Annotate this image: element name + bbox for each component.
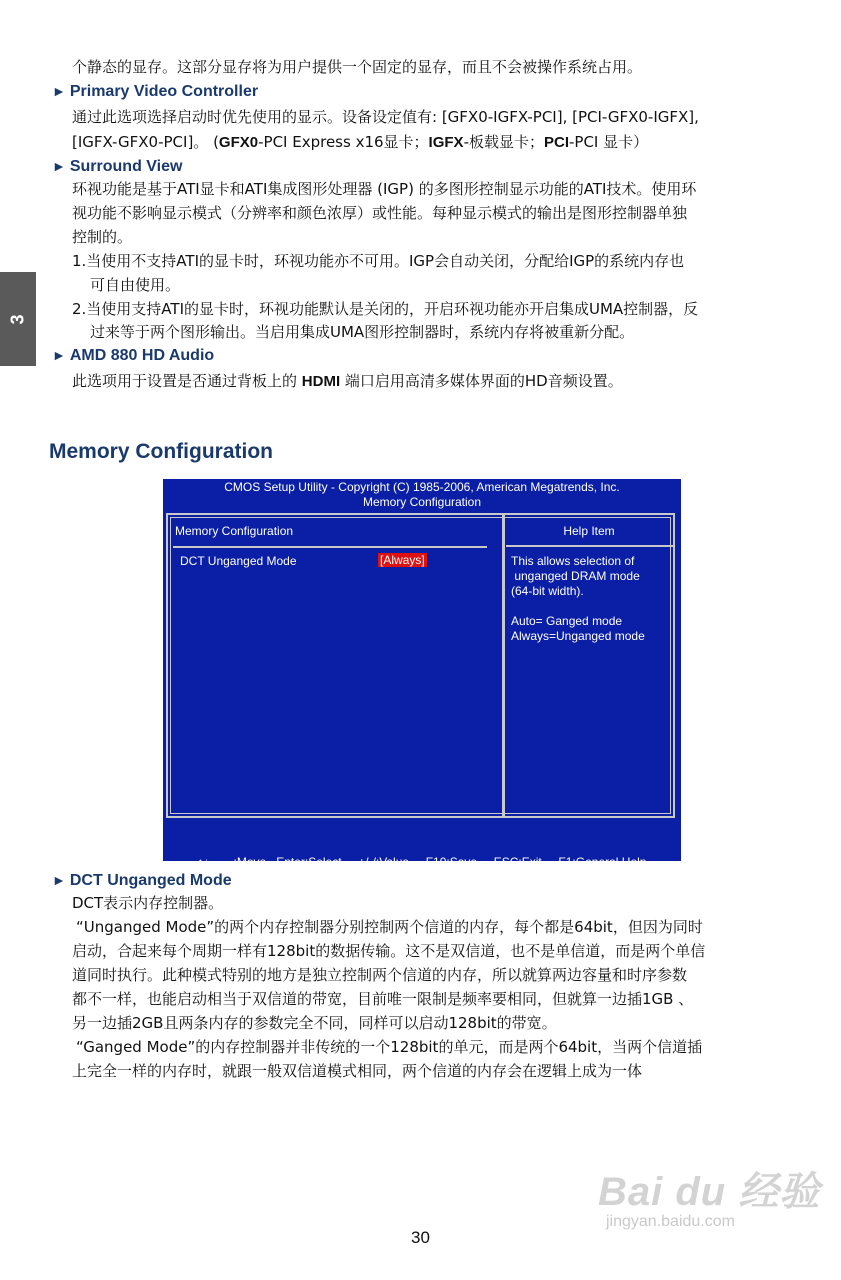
dct-line5: 都不一样，也能启动相当于双信道的带宽，目前唯一限制是频率要相同，但就算一边插1GB 、 [72,990,694,1008]
dct-line3: 启动，合起来每个周期一样有128bit的数据传输。这不是双信道，也不是单信道，而是两个单信 [72,942,706,960]
surround-item2-cont: 过来等于两个图形输出。当启用集成UMA图形控制器时，系统内存将被重新分配。 [90,323,635,341]
surround-line1: 环视功能是基于ATI显卡和ATI集成图形处理器 (IGP) 的多图形控制显示功能的ATI技术。使用环 [72,180,697,198]
bios-left-header: Memory Configuration [175,524,294,538]
bios-left-rule [173,546,487,548]
bios-title-line2: Memory Configuration [362,495,482,509]
primary-video-line2: [IGFX-GFX0-PCI]。 (GFX0-PCI Express x16显卡；IGFX-板载显卡；PCI-PCI 显卡） [72,133,649,151]
dct-unganged-option-label[interactable]: DCT Unganged Mode [180,554,297,568]
triangle-bullet-icon: ► [52,347,66,363]
memory-config-heading: Memory Configuration [49,440,273,463]
surround-item1: 1.当使用不支持ATI的显卡时，环视功能亦不可用。IGP会自动关闭，分配给IGP的系统内存也 [72,252,685,270]
surround-item2: 2.当使用支持ATI的显卡时，环视功能默认是关闭的，开启环视功能亦开启集成UMA控制器，反 [72,300,699,318]
amd-audio-heading: ► AMD 880 HD Audio [52,347,215,364]
dct-unganged-option-value[interactable]: [Always] [380,553,425,567]
bios-divider [502,513,505,818]
page-number: 30 [411,1228,430,1247]
bios-help-text: This allows selection of unganged DRAM mode (64-bit width). Auto= Ganged mode Always=Unganged mode [511,554,645,643]
bios-title [163,480,681,510]
bios-keys-line2: F9:Optimized Defaults [362,900,482,914]
dct-line4: 道同时执行。此种模式特别的地方是独立控制两个信道的内存，所以就算两边容量和时序参数 [72,966,688,984]
surround-line2: 视功能不影响显示模式（分辨率和颜色浓厚）或性能。每种显示模式的输出是图形控制器单独 [72,204,688,222]
bios-title-line1: CMOS Setup Utility - Copyright (C) 1985-2006, American Megatrends, Inc. [224,480,620,494]
surround-view-heading: ► Surround View [52,158,183,175]
baidu-logo: Bai du 经验 [598,1170,821,1214]
dct-line2: “Unganged Mode”的两个内存控制器分别控制两个信道的内存，每个都是64bit，但因为同时 [76,918,703,936]
bios-right-rule [506,545,673,547]
surround-item1-cont: 可自由使用。 [90,276,181,294]
dct-line7: “Ganged Mode”的内存控制器并非传统的一个128bit的单元，而是两个64bit，当两个信道插 [76,1038,703,1056]
dct-line1: DCT表示内存控制器。 [72,894,224,912]
baidu-url: jingyan.baidu.com [606,1213,735,1230]
surround-line3: 控制的。 [72,228,133,246]
dct-line8: 上完全一样的内存时，就跟一般双信道模式相同，两个信道的内存会在逻辑上成为一体 [72,1062,643,1080]
baidu-watermark [598,1160,820,1231]
amd-audio-line: 此选项用于设置是否通过背板上的 HDMI 端口启用高清多媒体界面的HD音频设置。 [72,372,623,390]
bios-keys-line1: ↑↓←→:Move Enter:Select +/-/:Value F10:Save ESC:Exit F1:General Help [197,855,647,869]
primary-video-heading: ► Primary Video Controller [52,83,259,100]
bios-screen [163,479,681,914]
triangle-bullet-icon: ► [52,83,66,99]
triangle-bullet-icon: ► [52,158,66,174]
triangle-bullet-icon: ► [52,872,66,888]
dct-line6: 另一边插2GB且两条内存的参数完全不同，同样可以启动128bit的带宽。 [72,1014,557,1032]
intro-text: 个静态的显存。这部分显存将为用户提供一个固定的显存，而且不会被操作系统占用。 [72,58,643,76]
dct-heading: ► DCT Unganged Mode [52,872,232,889]
primary-video-line1: 通过此选项选择启动时优先使用的显示。设备设定值有: [GFX0-IGFX-PCI], [PCI-GFX0-IGFX], [72,108,699,126]
bios-help-header: Help Item [563,524,615,538]
chapter-tab: 3 [0,272,36,366]
